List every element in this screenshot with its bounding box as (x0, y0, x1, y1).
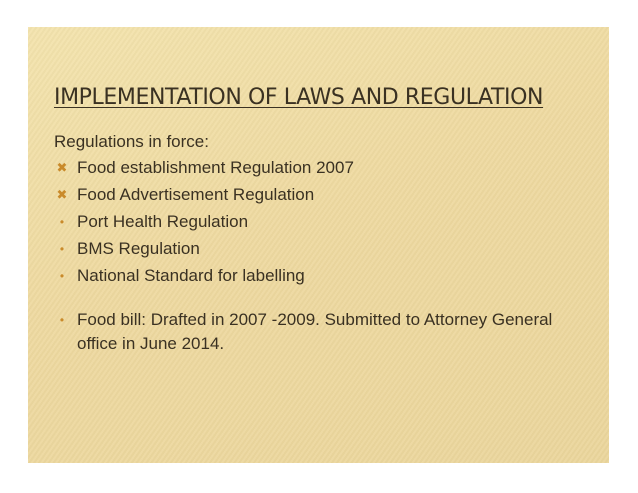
list-item-text: Port Health Regulation (77, 212, 249, 231)
dot-bullet-icon: • (59, 269, 65, 283)
x-bullet-icon: ✖ (56, 187, 68, 202)
slide-title: IMPLEMENTATION OF LAWS AND REGULATION (54, 85, 544, 110)
x-bullet-icon: ✖ (56, 160, 68, 175)
dot-bullet-icon: • (59, 215, 65, 229)
list-item (54, 183, 594, 207)
list-item (54, 237, 594, 261)
list-item-text: Food Advertisement Regulation (77, 185, 315, 204)
list-item-text: National Standard for labelling (77, 266, 305, 285)
slide (28, 27, 609, 463)
list-item-text: Food bill: Drafted in 2007 -2009. Submitted to Attorney General office in June 2014. (77, 310, 553, 353)
list-item (54, 264, 594, 288)
list-item (54, 156, 594, 180)
list-item-text: BMS Regulation (77, 239, 200, 258)
dot-bullet-icon: • (59, 313, 65, 327)
list-item (54, 308, 594, 356)
regulation-list (54, 156, 594, 356)
list-item (54, 210, 594, 234)
dot-bullet-icon: • (59, 242, 65, 256)
intro-text: Regulations in force: (54, 132, 209, 151)
list-item-text: Food establishment Regulation 2007 (77, 158, 354, 177)
slide-body (54, 130, 594, 359)
